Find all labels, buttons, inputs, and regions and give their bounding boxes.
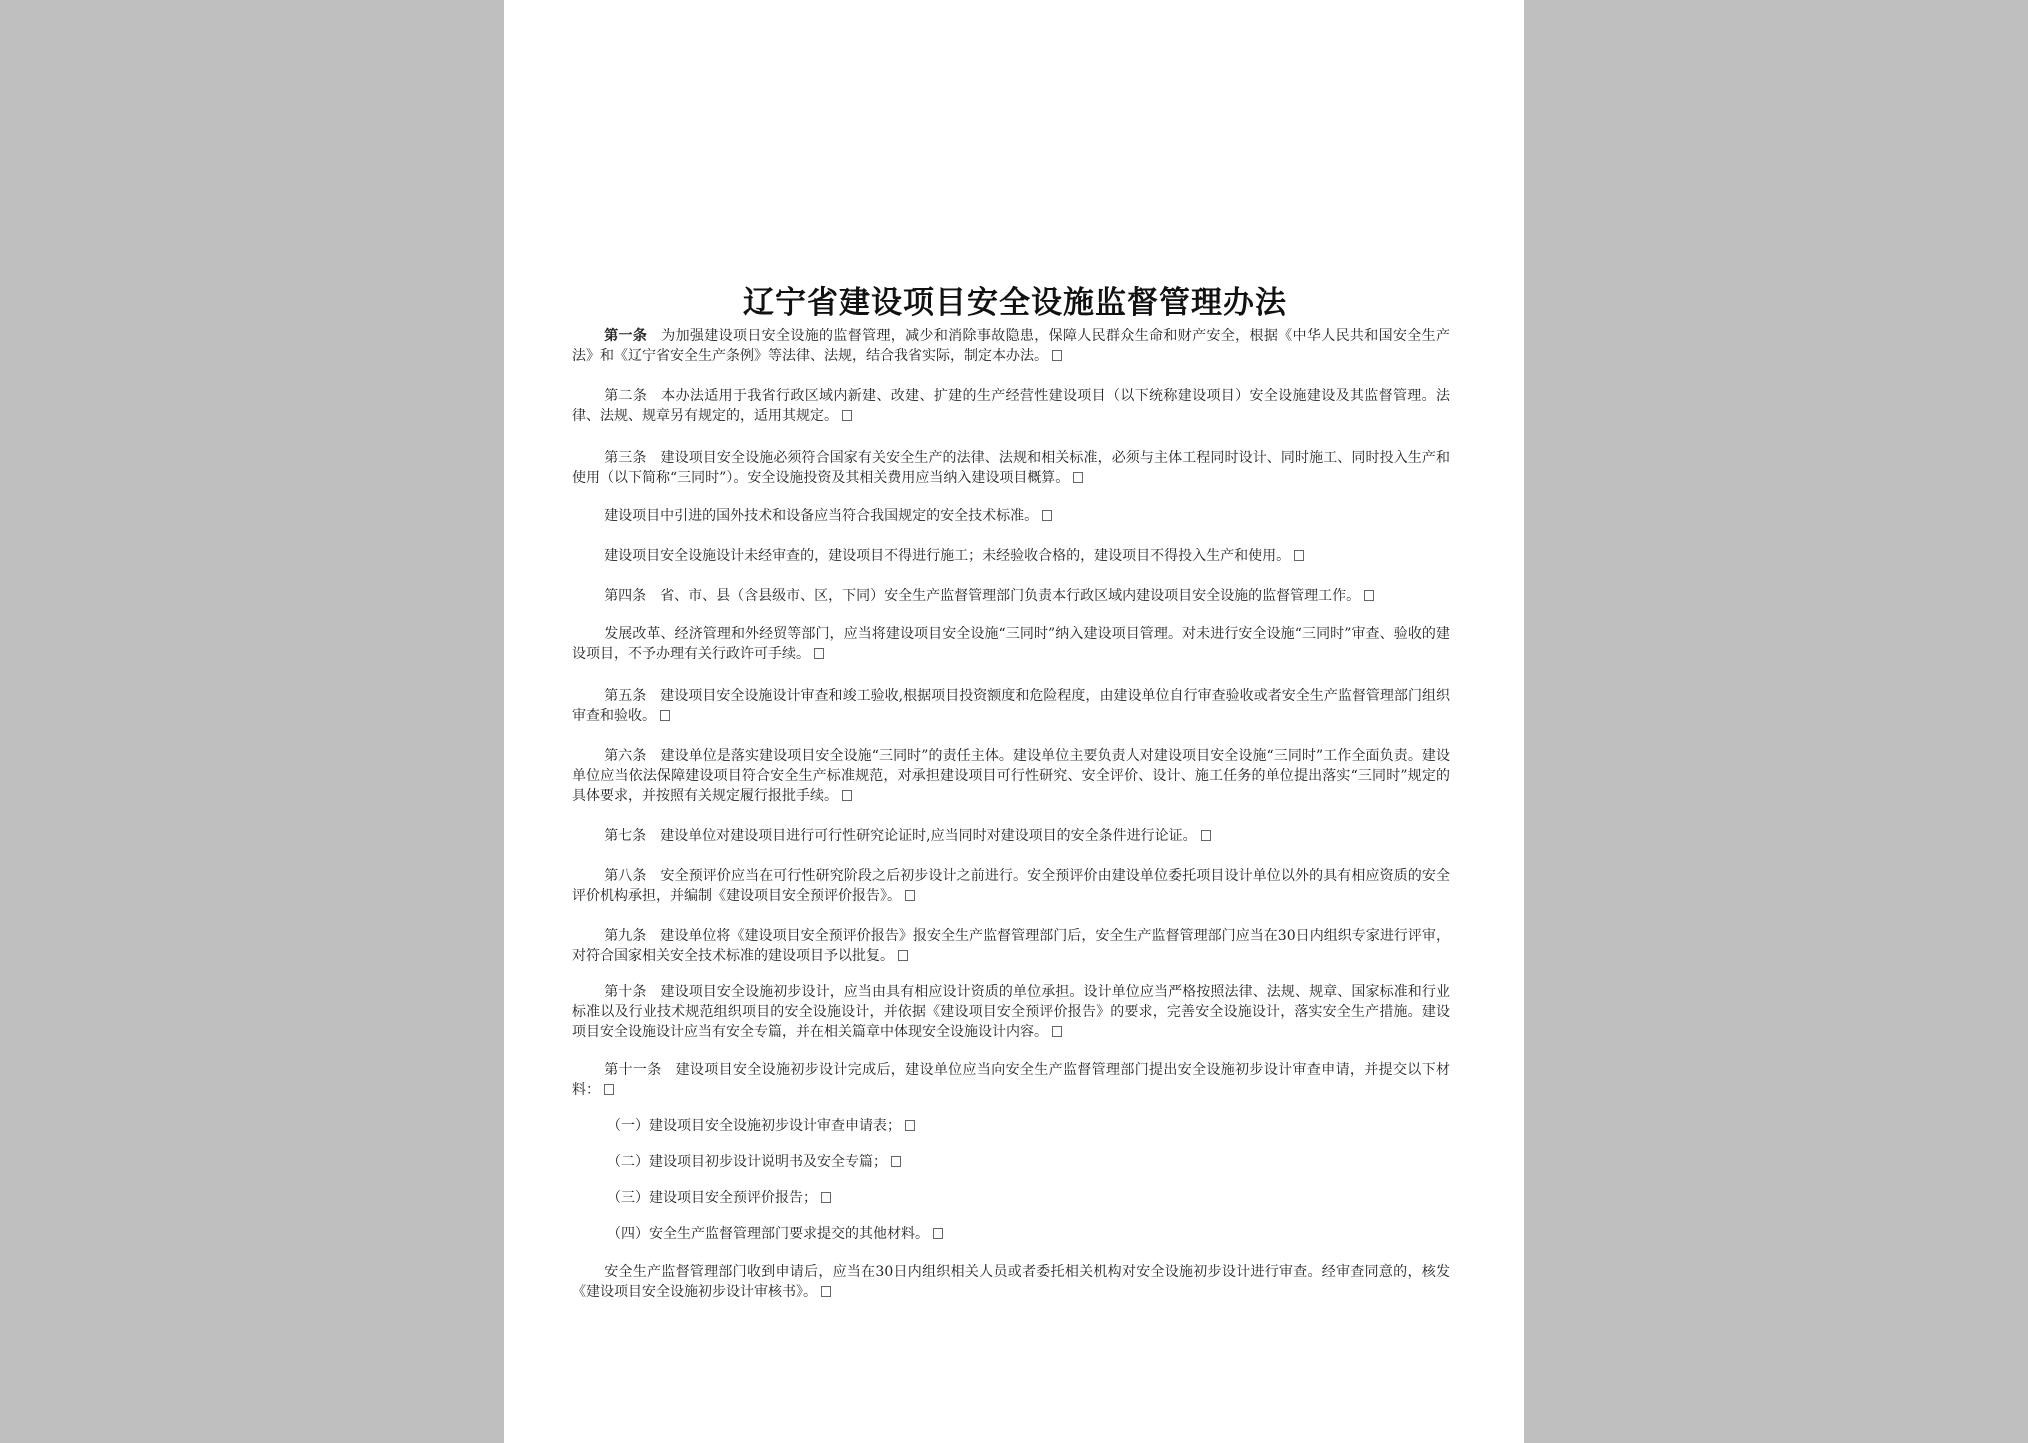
article-number: 第八条 (604, 868, 647, 884)
paragraph-mark-icon (1042, 510, 1052, 521)
article-paragraph (572, 586, 1450, 606)
article-text: 为加强建设项日安全设施的监督管理，减少和消除事故隐患，保障人民群众生命和财产安全，根据《中华人民共和国安全生产法》和《辽宁省安全生产条例》等法律、法规，结合我省实际，制定本办法。 (572, 328, 1451, 364)
article-number: 第五条 (604, 688, 647, 704)
article-paragraph (572, 448, 1450, 488)
article-paragraph (572, 686, 1450, 726)
paragraph-mark-icon (604, 1084, 614, 1095)
article-paragraph (572, 546, 1450, 566)
document-body (572, 386, 1450, 1302)
paragraph-mark-icon (891, 1156, 901, 1167)
article-number: 第七条 (604, 828, 647, 844)
paragraph-text: 发展改革、经济管理和外经贸等部门，应当将建设项目安全设施“三同时”纳入建设项目管理。对未进行安全设施“三同时”审查、验收的建设项目，不予办理有关行政许可手续。 (572, 626, 1450, 662)
paragraph-mark-icon (660, 710, 670, 721)
article-paragraph (572, 1262, 1450, 1302)
paragraph-mark-icon (1052, 350, 1062, 361)
article-paragraph (572, 1060, 1450, 1100)
article-paragraph (572, 624, 1450, 664)
paragraph-text: （二）建设项目初步设计说明书及安全专篇； (607, 1154, 887, 1170)
paragraph-mark-icon (933, 1228, 943, 1239)
list-item (572, 1152, 1450, 1172)
paragraph-mark-icon (1052, 1026, 1062, 1037)
article-paragraph (572, 746, 1450, 806)
paragraph-mark-icon (842, 790, 852, 801)
article-number: 第十条 (604, 984, 647, 1000)
article-paragraph (572, 386, 1450, 426)
paragraph-text: （四）安全生产监督管理部门要求提交的其他材料。 (607, 1226, 929, 1242)
paragraph-text: 建设项目中引进的国外技术和设备应当符合我国规定的安全技术标准。 (604, 508, 1039, 524)
paragraph-text: 建设单位是落实建设项目安全设施“三同时”的责任主体。建设单位主要负责人对建设项目安全设施“三同时”工作全面负责。建设单位应当依法保障建设项目符合安全生产标准规范，对承担建设项目可行性研究、安全评价、设计、施工任务的单位提出落实“三同时”规定的具体要求，并按照有关规定履行报批手续。 (572, 748, 1450, 804)
paragraph-text: 建设项目安全设施设计审查和竣工验收,根据项目投资额度和危险程度，由建设单位自行审查验收或者安全生产监督管理部门组织审查和验收。 (572, 688, 1451, 724)
paragraph-mark-icon (821, 1192, 831, 1203)
article-number: 第九条 (604, 928, 647, 944)
paragraph-text: 建设单位将《建设项目安全预评价报告》报安全生产监督管理部门后，安全生产监督管理部门应当在30日内组织专家进行评审，对符合国家相关安全技术标准的建设项目予以批复。 (572, 928, 1451, 964)
article-number: 第一条 (604, 328, 648, 344)
article-paragraph (572, 926, 1450, 966)
paragraph-mark-icon (821, 1286, 831, 1297)
paragraph-text: 本办法适用于我省行政区域内新建、改建、扩建的生产经营性建设项目（以下统称建设项目）安全设施建设及其监督管理。法律、法规、规章另有规定的，适用其规定。 (572, 388, 1451, 424)
paragraph-text: 安全生产监督管理部门收到申请后，应当在30日内组织相关人员或者委托相关机构对安全设施初步设计进行审查。经审查同意的，核发《建设项目安全设施初步设计审核书》。 (572, 1264, 1450, 1300)
paragraph-mark-icon (1201, 830, 1211, 841)
article-paragraph (572, 866, 1450, 906)
paragraph-text: 建设单位对建设项目进行可行性研究论证时,应当同时对建设项目的安全条件进行论证。 (660, 828, 1197, 844)
paragraph-text: 省、市、县（含县级市、区，下同）安全生产监督管理部门负责本行政区域内建设项目安全设施的监督管理工作。 (660, 588, 1361, 604)
paragraph-mark-icon (1364, 590, 1374, 601)
article-number: 第六条 (604, 748, 647, 764)
paragraph-mark-icon (905, 1120, 915, 1131)
article-paragraph (572, 506, 1450, 526)
paragraph-mark-icon (842, 410, 852, 421)
article-number: 第十一条 (604, 1062, 662, 1078)
article-1 (572, 326, 1450, 366)
paragraph-text: （一）建设项目安全设施初步设计审查申请表； (607, 1118, 901, 1134)
paragraph-text: 建设项目安全设施初步设计，应当由具有相应设计资质的单位承担。设计单位应当严格按照法律、法规、规章、国家标准和行业标准以及行业技术规范组织项目的安全设施设计，并依据《建设项目安全预评价报告》的要求，完善安全设施设计，落实安全生产措施。建设项目安全设施设计应当有安全专篇，并在相关篇章中体现安全设施设计内容。 (572, 984, 1451, 1040)
article-number: 第四条 (604, 588, 647, 604)
list-item (572, 1224, 1450, 1244)
document-page (504, 0, 1524, 1443)
paragraph-mark-icon (905, 890, 915, 901)
paragraph-text: 建设项目安全设施设计未经审查的，建设项目不得进行施工；未经验收合格的，建设项目不得投入生产和使用。 (604, 548, 1291, 564)
article-number: 第三条 (604, 450, 647, 466)
paragraph-mark-icon (898, 950, 908, 961)
article-paragraph (572, 982, 1450, 1042)
paragraph-text: （三）建设项目安全预评价报告； (607, 1190, 817, 1206)
paragraph-text: 建设项目安全设施必须符合国家有关安全生产的法律、法规和相关标准，必须与主体工程同时设计、同时施工、同时投入生产和使用（以下简称“三同时”）。安全设施投资及其相关费用应当纳入建设项目概算。 (572, 450, 1451, 486)
article-paragraph (572, 826, 1450, 846)
article-number: 第二条 (604, 388, 648, 404)
paragraph-mark-icon (1294, 550, 1304, 561)
paragraph-text: 安全预评价应当在可行性研究阶段之后初步设计之前进行。安全预评价由建设单位委托项目设计单位以外的具有相应资质的安全评价机构承担，并编制《建设项目安全预评价报告》。 (572, 868, 1451, 904)
list-item (572, 1188, 1450, 1208)
list-item (572, 1116, 1450, 1136)
paragraph-text: 建设项目安全设施初步设计完成后，建设单位应当向安全生产监督管理部门提出安全设施初步设计审查申请，并提交以下材料： (572, 1062, 1450, 1098)
paragraph-mark-icon (1073, 472, 1083, 483)
document-title: 辽宁省建设项目安全设施监督管理办法 (743, 285, 1287, 321)
paragraph-mark-icon (814, 648, 824, 659)
